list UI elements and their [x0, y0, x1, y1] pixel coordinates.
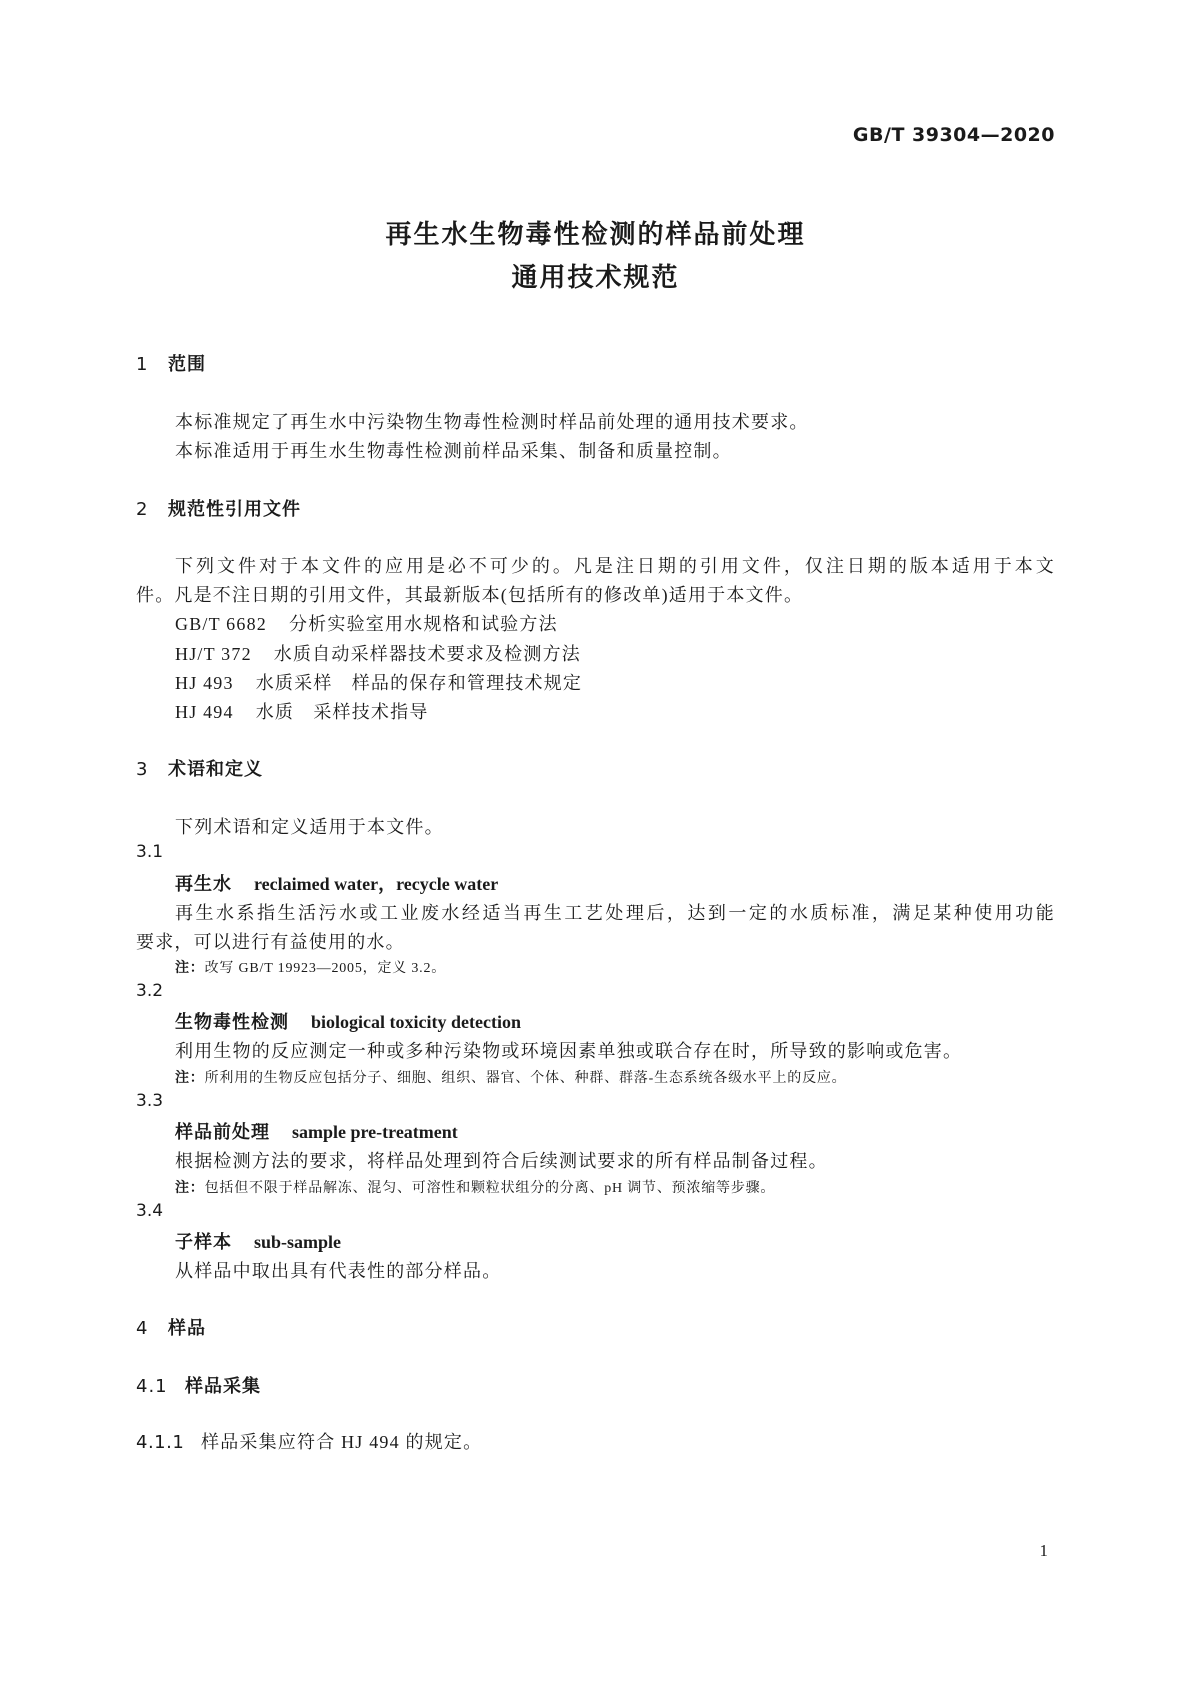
terms-intro: 下列术语和定义适用于本文件。 — [175, 817, 444, 837]
scope-paragraph-1: 本标准规定了再生水中污染物生物毒性检测时样品前处理的通用技术要求。 — [175, 412, 809, 432]
reference-item — [175, 610, 558, 636]
reference-code: HJ 493 — [175, 673, 234, 693]
term-entry — [175, 1008, 521, 1034]
reference-title: 分析实验室用水规格和试验方法 — [288, 614, 558, 634]
normative-intro-line2: 件。凡是不注日期的引用文件，其最新版本(包括所有的修改单)适用于本文件。 — [136, 585, 804, 605]
reference-title: 水质采样 样品的保存和管理技术规定 — [255, 673, 583, 693]
reference-code: GB/T 6682 — [175, 614, 267, 634]
section-number: 3 — [136, 759, 149, 780]
reference-item — [175, 669, 582, 695]
reference-item — [175, 640, 581, 666]
term-definition-line1: 再生水系指生活污水或工业废水经适当再生工艺处理后，达到一定的水质标准，满足某种使用功能 — [175, 903, 1055, 923]
section-title: 规范性引用文件 — [168, 499, 301, 520]
note-text: 包括但不限于样品解冻、混匀、可溶性和颗粒状组分的分离、pH 调节、预浓缩等步骤。 — [204, 1181, 776, 1196]
document-title-line1: 再生水生物毒性检测的样品前处理 — [385, 220, 806, 250]
term-english: sub-sample — [254, 1232, 342, 1252]
subsection-title: 样品采集 — [185, 1376, 261, 1397]
term-definition-line2: 要求，可以进行有益使用的水。 — [136, 932, 405, 952]
term-english: reclaimed water，recycle water — [254, 874, 499, 894]
clause-4-1-1 — [136, 1428, 482, 1454]
scope-paragraph-2: 本标准适用于再生水生物毒性检测前样品采集、制备和质量控制。 — [175, 441, 732, 461]
reference-code: HJ 494 — [175, 702, 234, 722]
term-note — [175, 1177, 775, 1197]
reference-code: HJ/T 372 — [175, 644, 252, 664]
term-note — [175, 957, 446, 977]
term-entry — [175, 1228, 341, 1254]
subsection-4-1-heading — [136, 1372, 261, 1398]
term-number: 3.4 — [136, 1201, 164, 1221]
note-text: 所利用的生物反应包括分子、细胞、组织、器官、个体、种群、群落-生态系统各级水平上的反应。 — [204, 1071, 847, 1086]
normative-intro-line1: 下列文件对于本文件的应用是必不可少的。凡是注日期的引用文件，仅注日期的版本适用于本文 — [175, 556, 1055, 576]
reference-item — [175, 698, 429, 724]
note-label: 注： — [175, 1180, 205, 1196]
page-number: 1 — [1039, 1541, 1048, 1560]
term-number: 3.1 — [136, 842, 164, 862]
section-number: 1 — [136, 354, 149, 375]
section-3-heading — [136, 755, 263, 781]
standard-number: GB/T 39304—2020 — [852, 124, 1055, 146]
term-english: biological toxicity detection — [311, 1012, 521, 1032]
section-4-heading — [136, 1314, 206, 1340]
reference-title: 水质自动采样器技术要求及检测方法 — [273, 644, 581, 664]
document-title-line2: 通用技术规范 — [511, 263, 680, 293]
reference-title: 水质 采样技术指导 — [255, 702, 429, 722]
section-2-heading — [136, 495, 301, 521]
term-chinese: 再生水 — [175, 874, 232, 895]
term-chinese: 子样本 — [175, 1232, 232, 1253]
note-label: 注： — [175, 1070, 205, 1086]
subsection-number: 4.1 — [136, 1376, 168, 1397]
section-1-heading — [136, 350, 206, 376]
note-label: 注： — [175, 960, 205, 976]
term-number: 3.3 — [136, 1091, 164, 1111]
term-chinese: 样品前处理 — [175, 1122, 270, 1143]
section-title: 术语和定义 — [168, 759, 263, 780]
term-english: sample pre-treatment — [292, 1122, 458, 1142]
section-number: 2 — [136, 499, 149, 520]
section-number: 4 — [136, 1318, 149, 1339]
clause-text: 样品采集应符合 HJ 494 的规定。 — [201, 1432, 483, 1452]
term-entry — [175, 1118, 458, 1144]
section-title: 样品 — [168, 1318, 206, 1339]
term-note — [175, 1067, 846, 1087]
term-entry — [175, 870, 498, 896]
term-definition-line1: 从样品中取出具有代表性的部分样品。 — [175, 1261, 502, 1281]
note-text: 改写 GB/T 19923—2005，定义 3.2。 — [204, 961, 447, 976]
section-title: 范围 — [168, 354, 206, 375]
term-definition-line1: 根据检测方法的要求，将样品处理到符合后续测试要求的所有样品制备过程。 — [175, 1151, 828, 1171]
term-chinese: 生物毒性检测 — [175, 1012, 289, 1033]
term-definition-line1: 利用生物的反应测定一种或多种污染物或环境因素单独或联合存在时，所导致的影响或危害。 — [175, 1041, 963, 1061]
clause-number: 4.1.1 — [136, 1432, 185, 1453]
term-number: 3.2 — [136, 981, 164, 1001]
